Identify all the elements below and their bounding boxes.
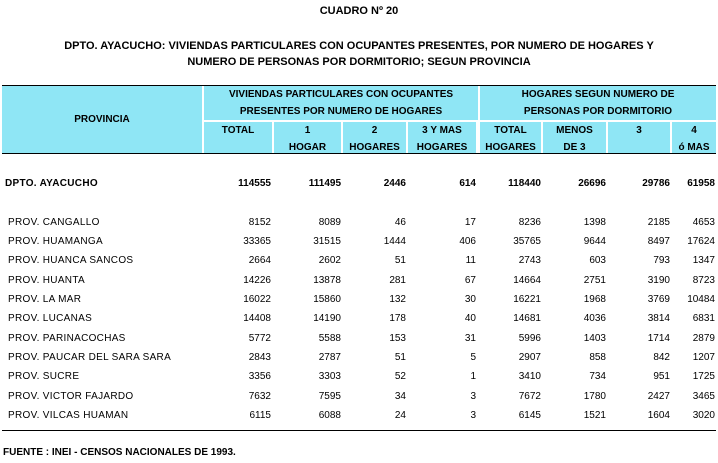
table-cell: 4653: [692, 217, 715, 228]
province-label: PROV. PARINACOCHAS: [8, 333, 126, 344]
table-cell: 118440: [508, 178, 541, 189]
table-cell: 1444: [383, 236, 406, 247]
table-cell: 8236: [518, 217, 541, 228]
table-cell: 1403: [583, 333, 606, 344]
table-cell: 1: [470, 371, 476, 382]
table-cell: 3: [470, 391, 476, 402]
table-cell: 5588: [318, 333, 341, 344]
table-cell: 6831: [692, 313, 715, 324]
header-bottom-rule: [2, 153, 716, 154]
table-cell: 40: [464, 313, 476, 324]
table-cell: 13878: [313, 275, 341, 286]
provincia-header: PROVINCIA: [2, 86, 202, 153]
column-header: MENOS DE 3: [543, 122, 606, 153]
table-cell: 31515: [313, 236, 341, 247]
source-note: FUENTE : INEI - CENSOS NACIONALES DE 1993.: [3, 447, 236, 458]
table-cell: 406: [459, 236, 476, 247]
table-cell: 14664: [513, 275, 541, 286]
table-cell: 153: [389, 333, 406, 344]
table-cell: 16022: [243, 294, 271, 305]
table-cell: 3356: [248, 371, 271, 382]
table-cell: 14408: [243, 313, 271, 324]
table-cell: 17: [464, 217, 476, 228]
column-header: 3 Y MAS HOGARES: [408, 122, 476, 153]
province-label: PROV. SUCRE: [8, 371, 80, 382]
table-cell: 14190: [313, 313, 341, 324]
table-cell: 11: [465, 255, 476, 266]
table-cell: 1968: [583, 294, 606, 305]
table-cell: 9644: [583, 236, 606, 247]
table-cell: 14226: [243, 275, 271, 286]
table-cell: 842: [653, 352, 670, 363]
table-cell: 6088: [318, 410, 341, 421]
table-cell: 2907: [518, 352, 541, 363]
table-title: [0, 38, 718, 70]
table-cell: 7595: [318, 391, 341, 402]
table-cell: 5772: [248, 333, 271, 344]
table-cell: 614: [459, 178, 476, 189]
province-label: PROV. CANGALLO: [8, 217, 100, 228]
hogares-group-header: HOGARES SEGUN NUMERO DE PERSONAS POR DORMITORIO: [480, 86, 716, 120]
table-cell: 2743: [518, 255, 541, 266]
table-cell: 603: [589, 255, 606, 266]
table-cell: 111495: [308, 178, 341, 189]
table-cell: 2427: [647, 391, 670, 402]
table-cell: 1207: [692, 352, 715, 363]
table-cell: 34: [394, 391, 406, 402]
table-cell: 1780: [583, 391, 606, 402]
title-line-2: NUMERO DE PERSONAS POR DORMITORIO; SEGUN PROVINCIA: [187, 56, 531, 68]
title-line-1: DPTO. AYACUCHO: VIVIENDAS PARTICULARES CON OCUPANTES PRESENTES, POR NUMERO DE HOGARES Y: [64, 40, 654, 52]
table-number: CUADRO Nº 20: [319, 5, 399, 17]
province-label: PROV. HUANTA: [8, 275, 85, 286]
table-cell: 5: [470, 352, 476, 363]
table-cell: 3465: [692, 391, 715, 402]
table-cell: 67: [464, 275, 476, 286]
table-cell: 8089: [318, 217, 341, 228]
header-top-rule: [2, 85, 716, 86]
table-cell: 24: [394, 410, 406, 421]
table-cell: 46: [394, 217, 406, 228]
table-cell: 7632: [248, 391, 271, 402]
table-cell: 5996: [518, 333, 541, 344]
table-cell: 51: [394, 352, 406, 363]
province-label: PROV. LA MAR: [8, 294, 82, 305]
table-cell: 3: [470, 410, 476, 421]
table-cell: 1714: [647, 333, 670, 344]
column-header: 3: [608, 122, 670, 153]
table-cell: 8152: [248, 217, 271, 228]
province-label: PROV. LUCANAS: [8, 313, 93, 324]
table-cell: 30: [464, 294, 476, 305]
table-cell: 1521: [583, 410, 606, 421]
table-cell: 2787: [318, 352, 341, 363]
column-header: 2 HOGARES: [343, 122, 406, 153]
table-cell: 6145: [518, 410, 541, 421]
table-cell: 2185: [647, 217, 670, 228]
table-cell: 8497: [647, 236, 670, 247]
table-cell: 2446: [383, 178, 406, 189]
table-cell: 858: [589, 352, 606, 363]
table-cell: 3410: [518, 371, 541, 382]
table-cell: 61958: [687, 178, 715, 189]
table-cell: 1347: [692, 255, 715, 266]
table-cell: 3303: [318, 371, 341, 382]
table-cell: 734: [589, 371, 606, 382]
table-cell: 35765: [513, 236, 541, 247]
table-cell: 132: [389, 294, 406, 305]
table-cell: 14681: [513, 313, 541, 324]
table-cell: 8723: [692, 275, 715, 286]
table-cell: 17624: [687, 236, 715, 247]
table-cell: 2664: [248, 255, 271, 266]
table-cell: 4036: [583, 313, 606, 324]
column-header: 1 HOGAR: [274, 122, 341, 153]
table-cell: 178: [389, 313, 406, 324]
table-cell: 2843: [248, 352, 271, 363]
column-header: TOTAL: [204, 122, 272, 153]
province-label: PROV. VILCAS HUAMAN: [8, 410, 129, 421]
province-label: PROV. HUAMANGA: [8, 236, 103, 247]
column-header: 4 ó MAS: [672, 122, 716, 153]
table-cell: 2751: [583, 275, 606, 286]
table-cell: 2602: [318, 255, 341, 266]
table-cell: 1604: [647, 410, 670, 421]
table-cell: 7672: [518, 391, 541, 402]
table-cell: 3020: [692, 410, 715, 421]
table-cell: 51: [394, 255, 406, 266]
table-cell: 26696: [578, 178, 606, 189]
table-cell: 3769: [647, 294, 670, 305]
table-cell: 29786: [642, 178, 670, 189]
table-cell: 3814: [647, 313, 670, 324]
table-cell: 1398: [583, 217, 606, 228]
table-cell: 6115: [249, 410, 271, 421]
province-label: PROV. PAUCAR DEL SARA SARA: [8, 352, 172, 363]
table-cell: 951: [653, 371, 670, 382]
table-cell: 3190: [647, 275, 670, 286]
column-header: TOTAL HOGARES: [480, 122, 541, 153]
table-cell: 31: [464, 333, 476, 344]
table-cell: 114555: [238, 178, 271, 189]
table-cell: 1725: [692, 371, 715, 382]
province-label: PROV. HUANCA SANCOS: [8, 255, 134, 266]
table-cell: 10484: [687, 294, 715, 305]
table-cell: 281: [389, 275, 406, 286]
table-bottom-rule: [2, 430, 716, 431]
table-cell: 2879: [692, 333, 715, 344]
province-label: PROV. VICTOR FAJARDO: [8, 391, 134, 402]
table-cell: 16221: [513, 294, 541, 305]
viviendas-group-header: VIVIENDAS PARTICULARES CON OCUPANTES PRESENTES POR NUMERO DE HOGARES: [204, 86, 478, 120]
table-cell: 52: [394, 371, 406, 382]
total-row-label: DPTO. AYACUCHO: [5, 178, 98, 189]
table-cell: 15860: [313, 294, 341, 305]
table-cell: 793: [653, 255, 670, 266]
table-cell: 33365: [243, 236, 271, 247]
